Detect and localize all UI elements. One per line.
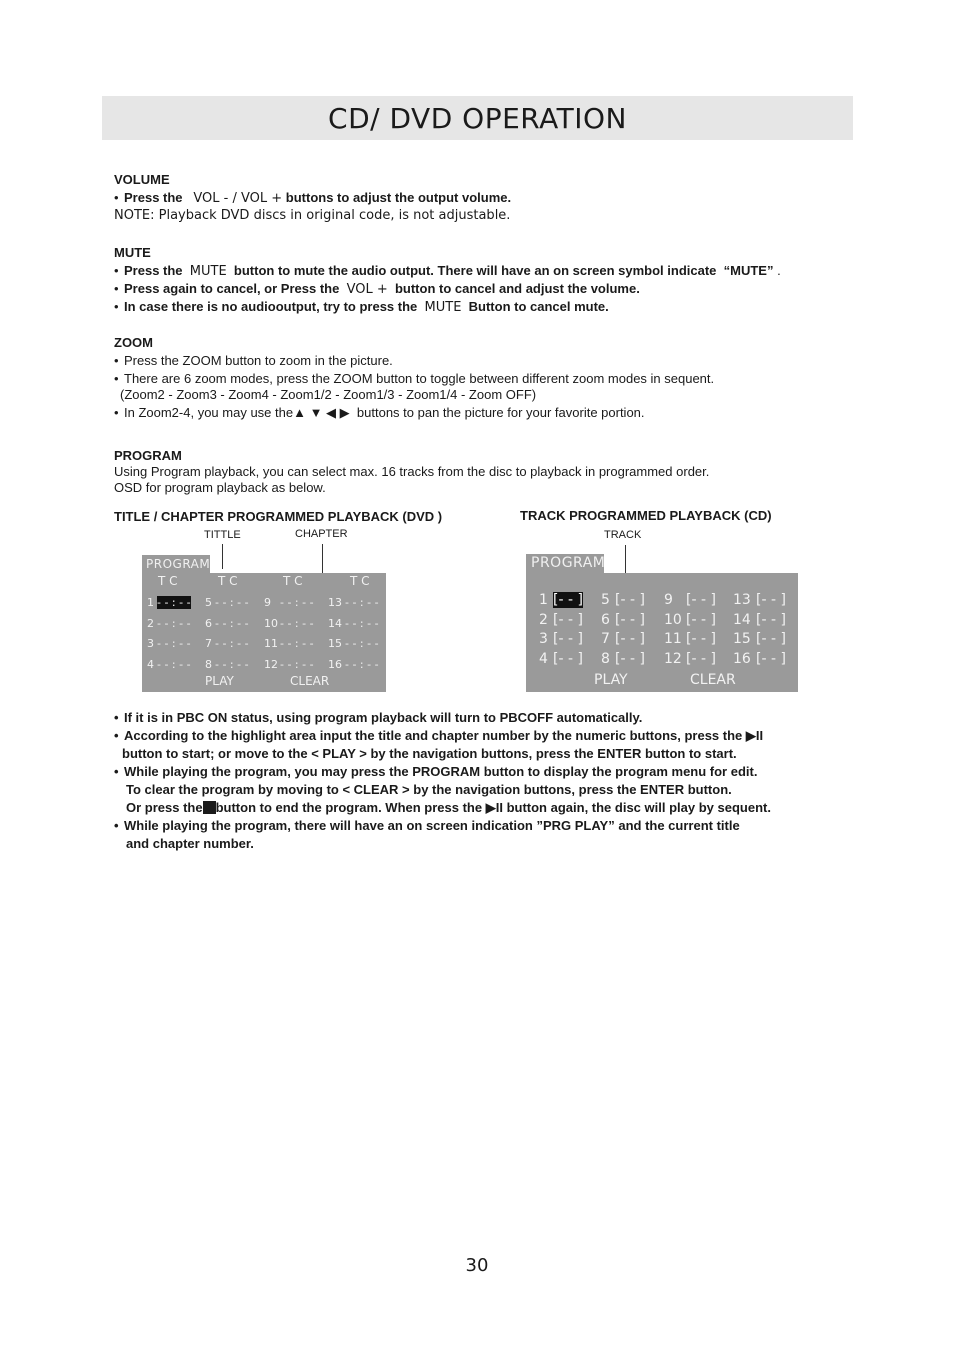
dvd-slot-number: 7 [205, 637, 212, 650]
cd-slot-number: 9 [664, 592, 673, 608]
dvd-slot-number: 12 [264, 657, 278, 671]
cd-slot-number: 8 [601, 650, 610, 667]
volume-line-1: • Press the VOL - / VOL + buttons to adjust the output volume. [114, 190, 512, 206]
note-4a: • While playing the program, there will have an on screen indication ”PRG PLAY” and the current title [114, 818, 740, 833]
mute-heading: MUTE [114, 245, 151, 260]
cd-osd-caption: TRACK PROGRAMMED PLAYBACK (CD) [520, 508, 772, 523]
dvd-slot-number: 16 [328, 657, 342, 671]
cd-clear-button[interactable]: CLEAR [690, 672, 736, 688]
dvd-slot-number: 9 [264, 596, 271, 609]
dvd-osd-tab: PROGRAM [142, 555, 210, 573]
dvd-slot-value[interactable]: - - : - - [280, 637, 314, 650]
cd-slot-value[interactable]: [- - ] [615, 650, 645, 667]
cd-slot-value[interactable]: [- - ] [686, 631, 716, 647]
stop-icon [203, 801, 216, 814]
dvd-slot-value[interactable]: - - : - - [215, 616, 249, 630]
note-3b: To clear the program by moving to < CLEAR > by the navigation buttons, press the ENTER button. [126, 782, 732, 797]
cd-slot-value[interactable]: [- - ] [756, 611, 786, 628]
note-1: • If it is in PBC ON status, using program playback will turn to PBCOFF automatically. [114, 710, 643, 725]
dvd-slot-value[interactable]: - - : - - [280, 657, 314, 671]
dvd-slot-value[interactable]: - - : - - [280, 596, 314, 609]
cd-slot-value[interactable]: [- - ] [615, 631, 645, 647]
page-number: 30 [465, 1255, 489, 1276]
dvd-slot-value[interactable]: - - : - - [215, 637, 249, 650]
cd-slot-value[interactable]: [- - ] [686, 611, 716, 628]
mute-line-3: • In case there is no audiooutput, try to press the MUTE Button to cancel mute. [114, 299, 609, 315]
dvd-slot-number: 10 [264, 616, 278, 630]
play-pause-icon: ▶II [745, 728, 764, 743]
zoom-line-1: • Press the ZOOM button to zoom in the picture. [114, 353, 393, 368]
label-track: TRACK [604, 529, 642, 541]
mute-line-1: • Press the MUTE button to mute the audio output. There will have an on screen symbol indicate “MUTE” . [114, 263, 781, 279]
dvd-slot-value[interactable]: - - : - - [345, 616, 379, 630]
zoom-line-2: • There are 6 zoom modes, press the ZOOM button to toggle between different zoom modes in sequent. [114, 371, 715, 386]
dvd-col-head-2: T C [218, 574, 238, 588]
note-4b: and chapter number. [126, 836, 254, 851]
note-3c: Or press the button to end the program. When press the ▶II button again, the disc will play by sequent. [126, 800, 771, 815]
dvd-slot-number: 3 [147, 637, 154, 650]
dvd-osd-caption: TITLE / CHAPTER PROGRAMMED PLAYBACK (DVD ) [114, 509, 443, 524]
dvd-slot-number: 11 [264, 637, 278, 650]
dvd-slot-value[interactable]: - - : - - [345, 596, 379, 609]
dvd-slot-number: 13 [328, 596, 342, 609]
dvd-col-head-1: T C [158, 574, 178, 588]
cd-slot-number: 10 [664, 611, 682, 628]
dvd-col-head-4: T C [350, 574, 370, 588]
cd-slot-value[interactable]: [- - ] [756, 650, 786, 667]
cd-slot-number: 11 [664, 631, 682, 647]
dvd-slot-number: 2 [147, 616, 154, 630]
dvd-slot-value[interactable]: - - : - - [345, 637, 379, 650]
dvd-slot-number: 8 [205, 657, 212, 671]
cd-slot-value-highlighted[interactable]: [- - ] [553, 592, 583, 608]
mute-line-2: • Press again to cancel, or Press the VOL + button to cancel and adjust the volume. [114, 281, 640, 297]
cd-slot-number: 15 [733, 631, 751, 647]
cd-slot-number: 12 [664, 650, 682, 667]
cd-osd-tab: PROGRAM [526, 554, 604, 573]
cd-slot-value[interactable]: [- - ] [615, 592, 645, 608]
cd-slot-number: 13 [733, 592, 751, 608]
dvd-slot-number: 6 [205, 616, 212, 630]
dvd-slot-number: 1 [147, 596, 154, 609]
play-pause-icon: ▶II [485, 800, 503, 815]
dvd-slot-value-highlighted[interactable]: - - : - - [157, 596, 191, 609]
dvd-osd-panel [142, 573, 386, 692]
cd-play-button[interactable]: PLAY [594, 672, 628, 688]
arrow-keys-icon: ▲ ▼ ◀ ▶ [293, 405, 350, 420]
dvd-slot-number: 15 [328, 637, 342, 650]
dvd-slot-number: 5 [205, 596, 212, 609]
cd-slot-value[interactable]: [- - ] [686, 592, 716, 608]
dvd-slot-value[interactable]: - - : - - [157, 637, 191, 650]
note-2b: button to start; or move to the < PLAY > by the navigation buttons, press the ENTER button to start. [122, 746, 737, 761]
cd-slot-number: 2 [539, 611, 548, 628]
dvd-slot-value[interactable]: - - : - - [345, 657, 379, 671]
cd-slot-value[interactable]: [- - ] [553, 611, 583, 628]
zoom-line-3: (Zoom2 - Zoom3 - Zoom4 - Zoom1/2 - Zoom1/3 - Zoom1/4 - Zoom OFF) [120, 387, 537, 402]
zoom-heading: ZOOM [114, 335, 153, 350]
cd-slot-value[interactable]: [- - ] [756, 631, 786, 647]
page-header [102, 96, 853, 140]
cd-slot-number: 5 [601, 592, 610, 608]
dvd-play-button[interactable]: PLAY [205, 674, 234, 688]
cd-slot-number: 6 [601, 611, 610, 628]
dvd-slot-number: 14 [328, 616, 342, 630]
cd-slot-value[interactable]: [- - ] [756, 592, 786, 608]
cd-slot-number: 16 [733, 650, 751, 667]
label-chapter: CHAPTER [295, 528, 348, 540]
note-3a: • While playing the program, you may press the PROGRAM button to display the program menu for edit. [114, 764, 758, 779]
cd-slot-value[interactable]: [- - ] [686, 650, 716, 667]
dvd-slot-value[interactable]: - - : - - [215, 596, 249, 609]
zoom-line-4: • In Zoom2-4, you may use the▲ ▼ ◀ ▶ buttons to pan the picture for your favorite portion. [114, 405, 645, 420]
program-para-2: OSD for program playback as below. [114, 480, 326, 495]
dvd-slot-value[interactable]: - - : - - [157, 616, 191, 630]
dvd-slot-value[interactable]: - - : - - [280, 616, 314, 630]
dvd-slot-number: 4 [147, 657, 154, 671]
cd-slot-number: 3 [539, 631, 548, 647]
cd-slot-number: 1 [539, 592, 548, 608]
cd-slot-number: 7 [601, 631, 610, 647]
volume-note: NOTE: Playback DVD discs in original code, is not adjustable. [114, 208, 511, 223]
dvd-slot-value[interactable]: - - : - - [215, 657, 249, 671]
dvd-slot-value[interactable]: - - : - - [157, 657, 191, 671]
dvd-col-head-3: T C [283, 574, 303, 588]
label-tittle: TITTLE [204, 529, 241, 541]
cd-slot-number: 14 [733, 611, 751, 628]
tittle-callout-line [222, 544, 223, 569]
volume-heading: VOLUME [114, 172, 170, 187]
cd-slot-value[interactable]: [- - ] [553, 631, 583, 647]
cd-slot-number: 4 [539, 650, 548, 667]
program-heading: PROGRAM [114, 448, 182, 463]
note-2a: • According to the highlight area input the title and chapter number by the numeric buttons, press the ▶II [114, 728, 764, 743]
cd-slot-value[interactable]: [- - ] [553, 650, 583, 667]
program-para-1: Using Program playback, you can select max. 16 tracks from the disc to playback in programmed order. [114, 464, 710, 479]
page-title: CD/ DVD OPERATION [328, 101, 627, 135]
dvd-clear-button[interactable]: CLEAR [290, 674, 330, 688]
cd-slot-value[interactable]: [- - ] [615, 611, 645, 628]
